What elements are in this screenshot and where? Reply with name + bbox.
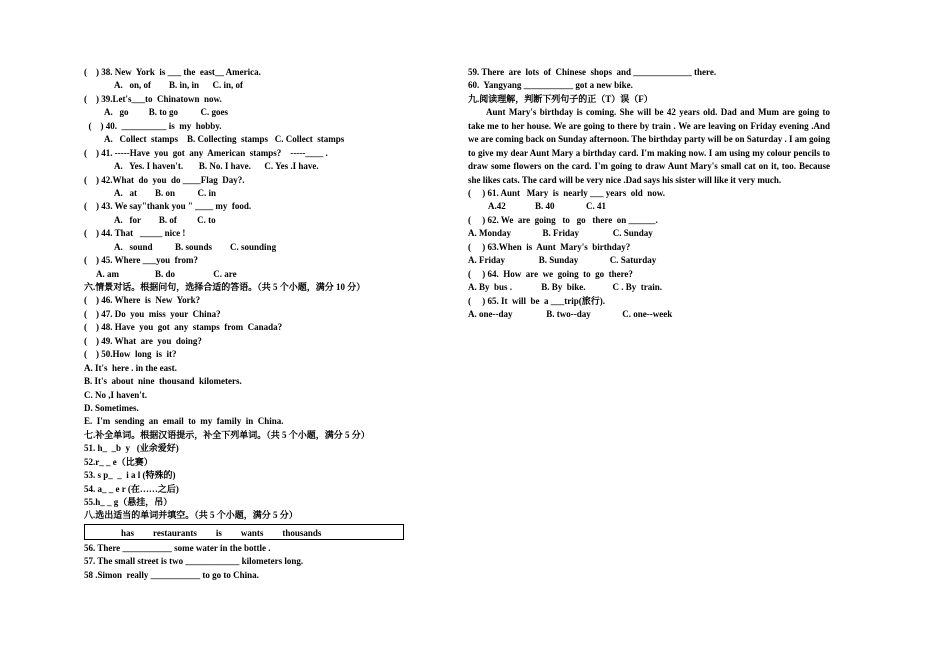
question-line: ( ) 43. We say"thank you " ____ my food. <box>84 201 252 212</box>
question-line: ( ) 48. Have you got any stamps from Canada? <box>84 322 283 333</box>
question-line: 58 .Simon really ___________ to go to China. <box>84 569 259 580</box>
question-line: 56. There ___________ some water in the bottle . <box>84 542 271 553</box>
word-bank-item: restaurants <box>153 527 197 538</box>
question-line: ( ) 41. -----Have you got any American stamps? -----____ . <box>84 147 328 158</box>
question-line: A. Monday B. Friday C. Sunday <box>468 228 653 239</box>
question-line: 八.选出适当的单词并填空。（共 5 个小题，满分 5 分） <box>84 510 298 521</box>
question-line: 51. h_ _b y (业余爱好) <box>84 443 179 454</box>
question-line: ( ) 38. New York is ___ the east__ America. <box>84 67 261 77</box>
word-bank-item: has <box>121 527 135 538</box>
question-line: ( ) 49. What are you doing? <box>84 335 202 346</box>
question-line: ( ) 47. Do you miss your China? <box>84 308 221 319</box>
question-line: ( ) 63.When is Aunt Mary's birthday? <box>468 241 631 252</box>
question-line: ( ) 64. How are we going to go there? <box>468 268 633 279</box>
question-line: A. on, of B. in, in C. in, of <box>114 80 244 91</box>
question-line: D. Sometimes. <box>84 402 139 413</box>
question-line: ( ) 62. We are going to go there on ______. <box>468 214 658 225</box>
question-line: ( ) 50.How long is it? <box>84 349 177 360</box>
left-column <box>84 66 424 582</box>
question-line: C. No ,I haven't. <box>84 389 148 400</box>
question-line: ( ) 39.Let's___to Chinatown now. <box>84 93 222 104</box>
question-line: 54. a_ _ e r (在……之后) <box>84 483 179 494</box>
reading-passage: Aunt Mary's birthday is coming. She will be 42 years old. Dad and Mum are going to take me to her house. We are going to there by train . We are leaving on Friday evening .And we are coming back on Sunday afternoon. The birthday party will be on Saturday . I am going to give my dear Aunt Mary a birthday card. I'm making now. I am using my colour pencils to draw some flowers on the card. I'm going to draw Aunt Mary's small cat on it, too. Because she likes cats. The card will be very nice .Dad says his sister will like it very much. <box>468 107 830 185</box>
question-line: 59. There are lots of Chinese shops and _____________ there. <box>468 67 717 77</box>
word-bank-item: is <box>215 527 222 538</box>
question-line: ( ) 44. That _____ nice ! <box>84 228 186 239</box>
question-line: A. go B. to go C. goes <box>104 107 228 118</box>
question-line: ( ) 40. __________ is my hobby. <box>84 120 222 131</box>
word-bank-box <box>84 524 404 540</box>
word-bank-item: thousands <box>282 527 322 538</box>
question-line: ( ) 45. Where ___you from? <box>84 255 198 266</box>
question-line: A. one--day B. two--day C. one--week <box>468 308 673 319</box>
word-bank-item: wants <box>240 527 264 538</box>
question-line: 六.情景对话。根据问句，选择合适的答语。（共 5 个小题，满分 10 分） <box>84 282 366 292</box>
question-line: A. am B. do C. are <box>96 268 237 279</box>
question-line: 53. s p_ _ i a l (特殊的) <box>84 470 176 481</box>
question-line: 57. The small street is two ____________ kilometers long. <box>84 556 304 567</box>
question-line: 60. Yangyang ___________ got a new bike. <box>468 80 633 91</box>
question-line: ( ) 65. It will be a ___trip(旅行). <box>468 295 605 306</box>
question-line: 55.h_ _ g（悬挂，吊） <box>84 497 173 507</box>
question-line: 52.r_ _ e（比赛） <box>84 456 153 467</box>
question-line: A. Friday B. Sunday C. Saturday <box>468 255 657 266</box>
question-line: A. By bus . B. By bike. C . By train. <box>468 282 663 293</box>
question-line: A. It's here . in the east. <box>84 362 177 373</box>
question-line: 九.阅读理解，判断下列句子的正（T）误（F） <box>468 93 653 104</box>
question-line: ( ) 46. Where is New York? <box>84 295 201 306</box>
question-line: A. Yes. I haven't. B. No. I have. C. Yes .I have. <box>114 161 319 172</box>
question-line: E. I'm sending an email to my family in China. <box>84 416 284 427</box>
question-line: A. sound B. sounds C. sounding <box>114 241 277 252</box>
right-column <box>468 66 830 321</box>
question-line: A. at B. on C. in <box>114 187 217 198</box>
question-line: 七.补全单词。根据汉语提示，补全下列单词。（共 5 个小题，满分 5 分） <box>84 429 370 440</box>
question-line: ( ) 42.What do you do ____Flag Day?. <box>84 174 245 185</box>
question-line: A. for B. of C. to <box>114 214 216 225</box>
question-line: B. It's about nine thousand kilometers. <box>84 376 242 387</box>
question-line: ( ) 61. Aunt Mary is nearly ___ years old now. <box>468 188 665 199</box>
question-line: A. Collect stamps B. Collecting stamps C. Collect stamps <box>104 134 345 145</box>
question-line: A.42 B. 40 C. 41 <box>488 201 607 212</box>
